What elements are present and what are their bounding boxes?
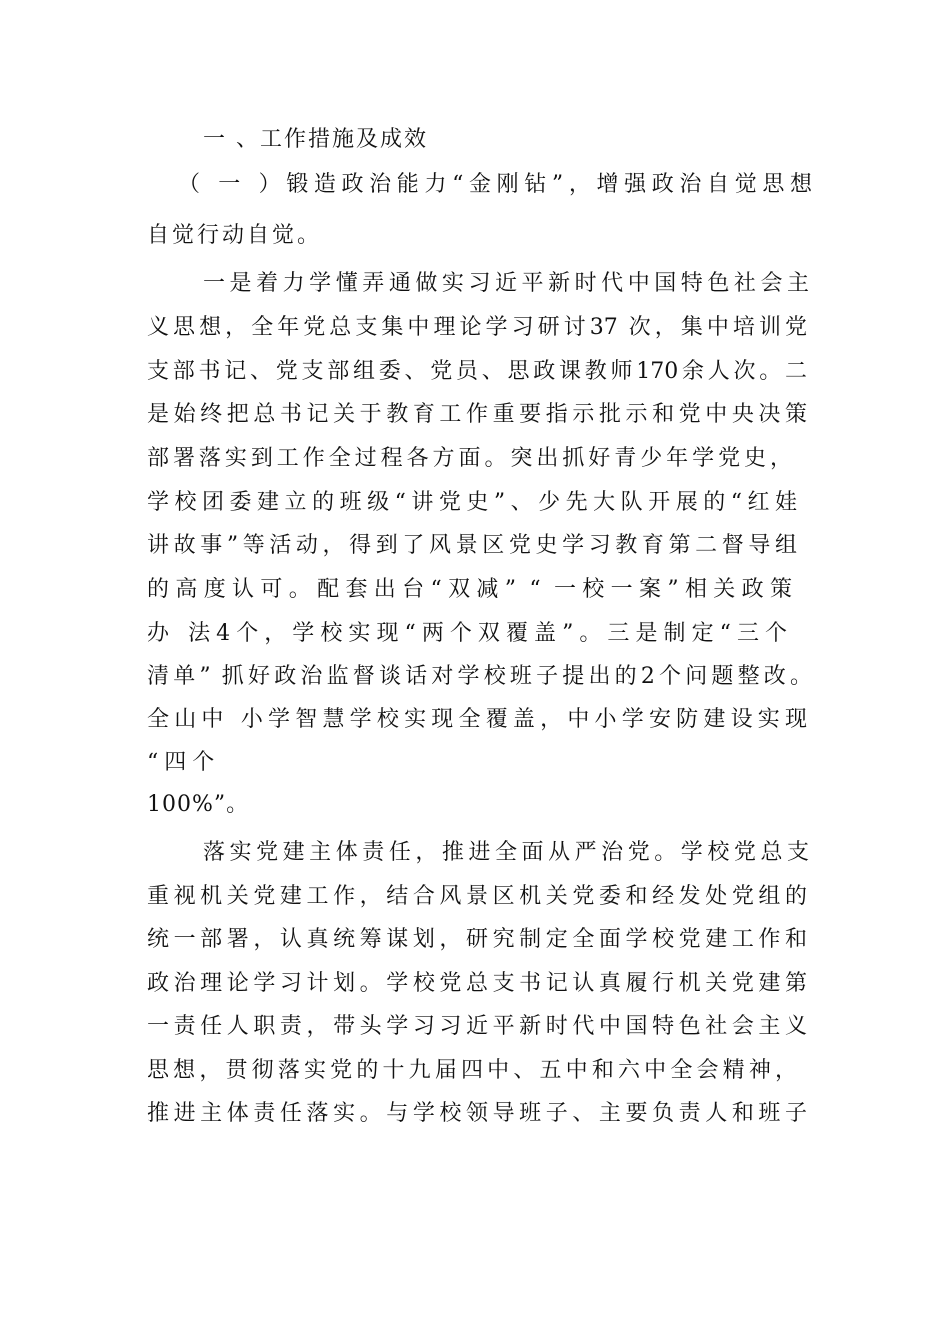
paragraph-line: 一是着力学懂弄通做实习近平新时代中国特色社会主 bbox=[203, 271, 809, 296]
section-heading: 一 、工作措施及成效 bbox=[203, 127, 428, 152]
paragraph-line: 讲故事”等活动，得到了风景区党史学习教育第二督导组 bbox=[147, 533, 797, 558]
paragraph-line: 政治理论学习计划。学校党总支书记认真履行机关党建第 bbox=[147, 971, 807, 996]
paragraph-line: 推进主体责任落实。与学校领导班子、主要负责人和班子 bbox=[147, 1101, 807, 1126]
paragraph-line: 支部书记、党支部组委、党员、思政课教师170余人次。二 bbox=[147, 359, 807, 384]
paragraph-line: 是始终把总书记关于教育工作重要指示批示和党中央决策 bbox=[147, 402, 807, 427]
paragraph-line: 思想，贯彻落实党的十九届四中、五中和六中全会精神， bbox=[147, 1058, 797, 1083]
paragraph-line: 办 法4个，学校实现“两个双覆盖”。三是制定“三个 bbox=[147, 621, 787, 646]
paragraph-line: 义思想，全年党总支集中理论学习研讨37 次，集中培训党 bbox=[147, 315, 807, 340]
paragraph-line: 的高度认可。配套出台“双减” “ 一校一案”相关政策 bbox=[147, 577, 792, 602]
subsection-heading: （ 一 ）锻造政治能力“金刚钻”，增强政治自觉思想 bbox=[178, 172, 812, 197]
paragraph-line: 统一部署，认真统筹谋划，研究制定全面学校党建工作和 bbox=[147, 927, 807, 952]
paragraph-line: 清单” 抓好政治监督谈话对学校班子提出的2个问题整改。 bbox=[147, 664, 812, 689]
paragraph-line: 全山中 小学智慧学校实现全覆盖，中小学安防建设实现 bbox=[147, 707, 807, 732]
paragraph-line: “四个 bbox=[147, 750, 221, 775]
subsection-heading-cont: 自觉行动自觉。 bbox=[147, 223, 323, 248]
paragraph-line: 100%”。 bbox=[147, 792, 250, 817]
paragraph-line: 部署落实到工作全过程各方面。突出抓好青少年学党史， bbox=[147, 446, 792, 471]
paragraph-line: 学校团委建立的班级“讲党史”、少先大队开展的“红娃 bbox=[147, 490, 797, 515]
paragraph-line: 重视机关党建工作，结合风景区机关党委和经发处党组的 bbox=[147, 884, 807, 909]
paragraph-line: 一责任人职责，带头学习习近平新时代中国特色社会主义 bbox=[147, 1014, 807, 1039]
paragraph-line: 落实党建主体责任，推进全面从严治党。学校党总支 bbox=[203, 840, 809, 865]
